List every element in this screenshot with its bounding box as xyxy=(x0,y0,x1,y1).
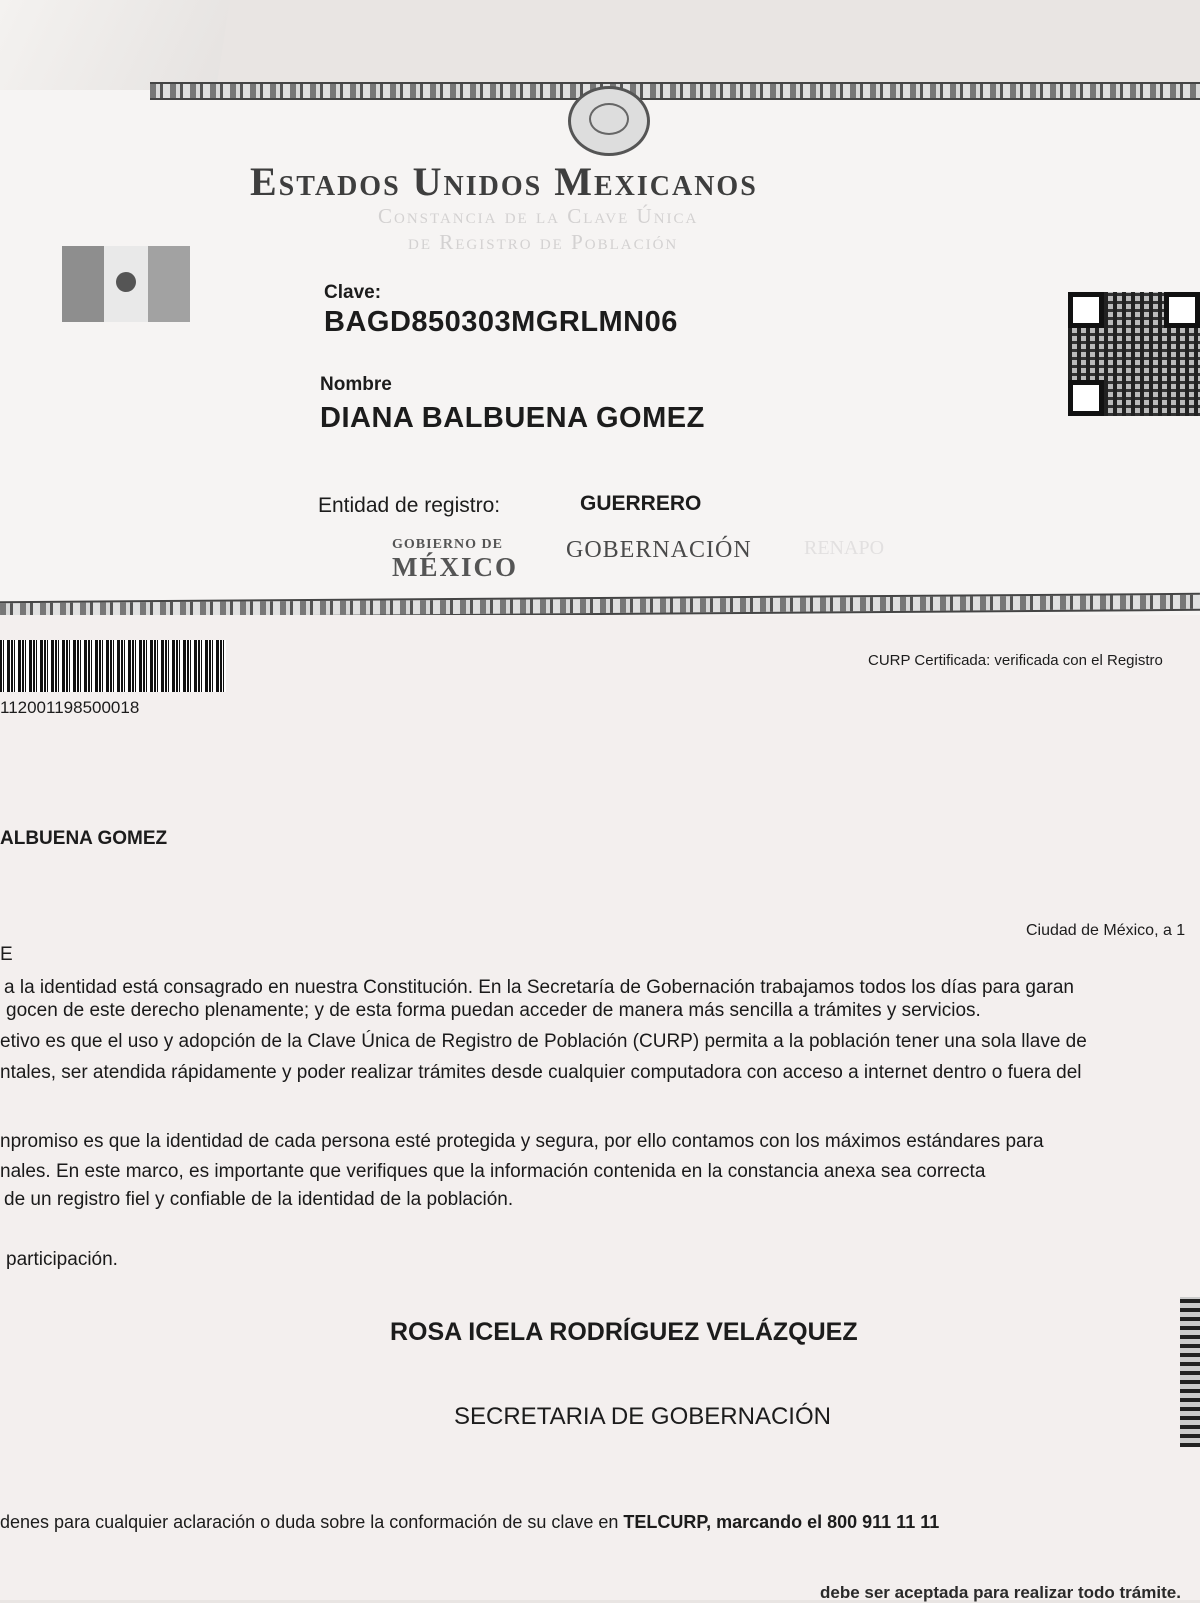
country-title: Estados Unidos Mexicanos xyxy=(250,159,758,204)
paragraph-3-line-3: de un registro fiel y confiable de la identidad de la población. xyxy=(4,1189,514,1210)
gobierno-logo-line-2: MÉXICO xyxy=(392,552,518,582)
paragraph-3-line-1: npromiso es que la identidad de cada persona esté protegida y segura, por ello contamos con los máximos estándares para xyxy=(0,1131,1044,1152)
barcode xyxy=(0,640,226,692)
paragraph-2-line-1: etivo es que el uso y adopción de la Clave Única de Registro de Población (CURP) permita a la población tener una sola llave de xyxy=(0,1031,1087,1052)
nombre-value: DIANA BALBUENA GOMEZ xyxy=(320,402,705,434)
footer-cut-line: debe ser aceptada para realizar todo trámite. xyxy=(820,1583,1181,1602)
paragraph-1-line-2: gocen de este derecho plenamente; y de esta forma puedan acceder de manera más sencilla a trámites y servicios. xyxy=(6,1000,981,1021)
city-date: Ciudad de México, a 1 xyxy=(1026,922,1186,939)
signer-title: SECRETARIA DE GOBERNACIÓN xyxy=(454,1403,831,1430)
barcode-number: 112001198500018 xyxy=(0,698,140,717)
gobernacion-logo: GOBERNACIÓN xyxy=(566,537,752,563)
recipient-name-fragment: ALBUENA GOMEZ xyxy=(0,828,168,849)
renapo-faded-logo: RENAPO xyxy=(804,537,885,559)
nombre-label: Nombre xyxy=(320,374,392,395)
paragraph-1-line-1: a la identidad está consagrado en nuestra Constitución. En la Secretaría de Gobernación trabajamos todos los días para garan xyxy=(4,977,1074,998)
national-seal-icon xyxy=(568,86,650,156)
top-border-band xyxy=(150,82,1200,100)
clave-label: Clave: xyxy=(324,282,382,303)
telcurp-number: TELCURP, marcando el 800 911 11 11 xyxy=(623,1512,940,1532)
telcurp-note-text: denes para cualquier aclaración o duda sobre la conformación de su clave en xyxy=(0,1512,624,1532)
signer-name: ROSA ICELA RODRÍGUEZ VELÁZQUEZ xyxy=(390,1318,858,1346)
secondary-qr-code-edge xyxy=(1180,1297,1200,1447)
paragraph-3-line-2: nales. En este marco, es importante que verifiques que la información contenida en la constancia anexa sea correcta xyxy=(0,1161,986,1182)
watermark-line-2: de Registro de Población xyxy=(408,230,679,254)
salutation-fragment: E xyxy=(0,944,13,965)
entidad-value: GUERRERO xyxy=(580,492,702,515)
letter-sheet xyxy=(0,615,1200,1600)
qr-code xyxy=(1068,292,1200,416)
paragraph-2-line-2: ntales, ser atendida rápidamente y poder realizar trámites desde cualquier computadora con acceso a internet dentro o fuera del xyxy=(0,1062,1082,1083)
closing-line: participación. xyxy=(6,1249,118,1270)
clave-value: BAGD850303MGRLMN06 xyxy=(324,306,678,338)
watermark-line-1: Constancia de la Clave Única xyxy=(378,204,699,228)
entidad-label: Entidad de registro: xyxy=(318,494,501,517)
gobierno-logo-line-1: GOBIERNO DE xyxy=(392,537,503,552)
curp-certificada-note: CURP Certificada: verificada con el Registro xyxy=(868,652,1163,669)
telcurp-note xyxy=(0,1512,939,1533)
mexican-flag-icon xyxy=(62,246,190,322)
